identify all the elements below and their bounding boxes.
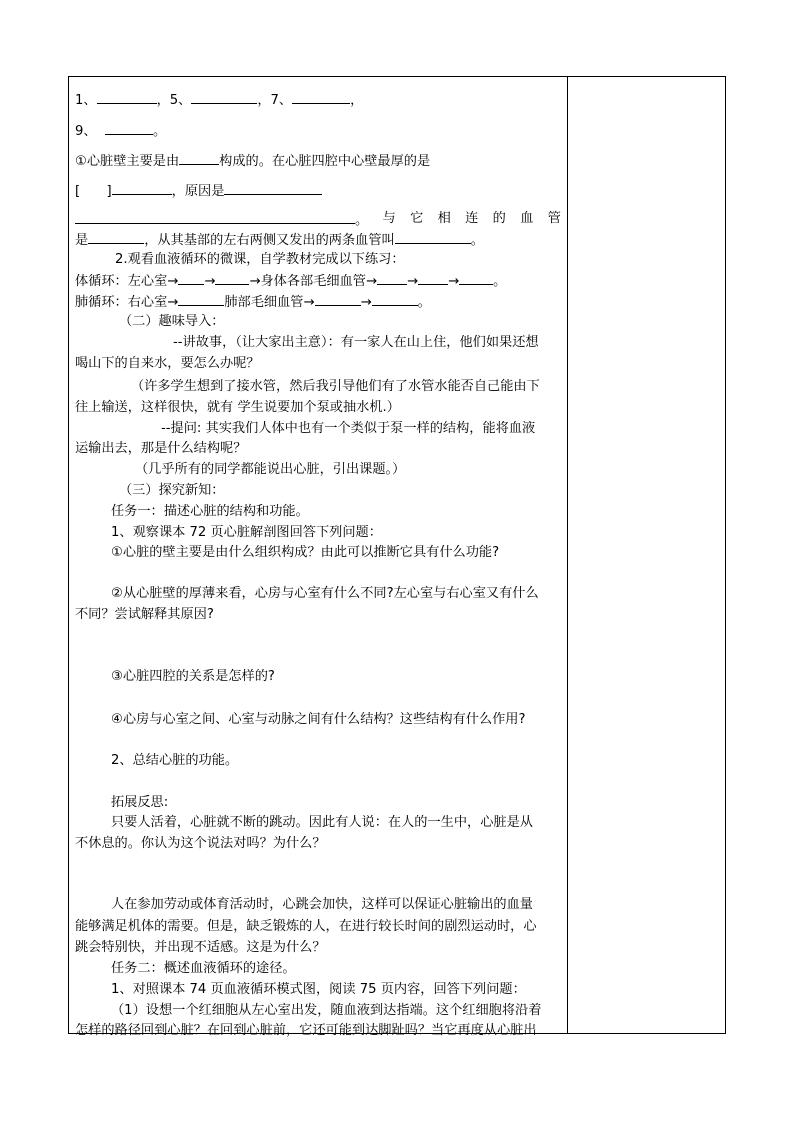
story-line: 喝山下的自来水，要怎么办呢？ bbox=[75, 356, 260, 371]
question-1: ①心脏的壁主要是由什么组织构成？由此可以推断它具有什么功能? bbox=[111, 545, 500, 560]
exercise-paragraph: 跳会特别快，并出现不适感。这是为什么？ bbox=[75, 940, 326, 955]
answer-blank[interactable] bbox=[112, 182, 172, 195]
answer-blank[interactable] bbox=[105, 122, 153, 135]
fill-blank-line-5: 。 与 它 相 连 的 血 管 bbox=[75, 211, 561, 229]
fill-blank-line-4: [ ] ，原因是 bbox=[75, 182, 322, 200]
task-instruction: 1、对照课本 74 页血液循环模式图，阅读 75 页内容，回答下列问题： bbox=[111, 982, 526, 997]
answer-blank[interactable] bbox=[395, 231, 471, 244]
task-instruction: 1、观察课本 72 页心脏解剖图回答下列问题： bbox=[111, 525, 382, 540]
question-3: ③心脏四腔的关系是怎样的? bbox=[111, 669, 275, 684]
task-one-heading: 任务一：描述心脏的结构和功能。 bbox=[111, 504, 309, 519]
answer-blank[interactable] bbox=[224, 182, 322, 195]
reflection-heading: 拓展反思: bbox=[111, 795, 169, 810]
answer-blank[interactable] bbox=[459, 272, 493, 285]
reflection-line: 只要人活着，心脏就不断的跳动。因此有人说：在人的一生中，心脏是从 bbox=[111, 815, 533, 830]
exercise-paragraph: 人在参加劳动或体育活动时，心跳会加快，这样可以保证心脏输出的血量 bbox=[111, 897, 533, 912]
question-red-cell-cont: 怎样的路径回到心脏？在回到心脏前，它还可能到达脚趾吗？当它再度从心脏出 bbox=[75, 1023, 537, 1038]
answer-blank[interactable] bbox=[372, 293, 418, 306]
question-line: --提问: 其实我们人体中也有一个类似于泵一样的结构，能将血液 bbox=[161, 421, 536, 436]
exercise-paragraph: 能够满足机体的需要。但是，缺乏锻炼的人，在进行较长时间的剧烈运动时，心 bbox=[75, 919, 537, 934]
answer-blank[interactable] bbox=[75, 211, 355, 224]
question-heart-wall: ①心脏壁主要是由 构成的。在心脏四腔中心壁最厚的是 bbox=[75, 154, 431, 169]
story-line: 往上输送，这样很快，就有 学生说要加个泵或抽水机.） bbox=[75, 400, 400, 415]
answer-blank[interactable] bbox=[292, 91, 350, 104]
story-line: （许多学生想到了接水管，然后我引导他们有了水管水能否自己能由下 bbox=[131, 379, 540, 394]
task-two-heading: 任务二：概述血液循环的途径。 bbox=[111, 961, 296, 976]
question-2: ②从心脏壁的厚薄来看，心房与心室有什么不同?左心室与右心室又有什么 bbox=[111, 586, 539, 601]
question-4: ④心房与心室之间、心室与动脉之间有什么结构？这些结构有什么作用? bbox=[111, 712, 526, 727]
summary-task: 2、总结心脏的功能。 bbox=[111, 753, 239, 768]
answer-blank[interactable] bbox=[178, 293, 224, 306]
answer-blank[interactable] bbox=[315, 293, 361, 306]
answer-blank[interactable] bbox=[191, 91, 257, 104]
answer-blank[interactable] bbox=[215, 272, 249, 285]
section-heading-intro: （二）趣味导入： bbox=[119, 314, 225, 329]
answer-blank[interactable] bbox=[377, 272, 407, 285]
question-red-cell: （1）设想一个红细胞从左心室出发，随血液到达指端。这个红细胞将沿着 bbox=[111, 1003, 542, 1018]
lesson-table bbox=[68, 76, 726, 1038]
section-heading-explore: （三）探究新知： bbox=[119, 483, 225, 498]
reflection-line: 不休息的。你认为这个说法对吗？为什么？ bbox=[75, 836, 326, 851]
question-line: 运输出去，那是什么结构呢？ bbox=[75, 441, 247, 456]
column-divider bbox=[567, 77, 568, 1033]
answer-blank[interactable] bbox=[179, 152, 219, 165]
microlesson-instruction: 2.观看血液循环的微课，自学教材完成以下练习： bbox=[115, 252, 405, 267]
systemic-circulation: 体循环：左心室→ → →身体各部毛细血管→ → → 。 bbox=[75, 274, 507, 289]
answer-blank[interactable] bbox=[418, 272, 448, 285]
fill-blank-line-1: 1、 ，5、 ，7、 ， bbox=[75, 93, 364, 108]
answer-blank[interactable] bbox=[88, 231, 144, 244]
pulmonary-circulation: 肺循环：右心室→ 肺部毛细血管→ → 。 bbox=[75, 295, 431, 310]
fill-blank-line-2: 9、 。 bbox=[75, 124, 167, 139]
note-line: （几乎所有的同学都能说出心脏，引出课题。） bbox=[135, 462, 406, 477]
story-line: --讲故事，（让大家出主意）：有一家人在山上住，他们如果还想 bbox=[173, 335, 539, 350]
fill-blank-line-6: 是 ，从其基部的左右两侧又发出的两条血管叫 。 bbox=[75, 233, 484, 248]
question-2-cont: 不同？尝试解释其原因? bbox=[75, 607, 214, 622]
answer-blank[interactable] bbox=[97, 91, 157, 104]
answer-blank[interactable] bbox=[178, 272, 204, 285]
